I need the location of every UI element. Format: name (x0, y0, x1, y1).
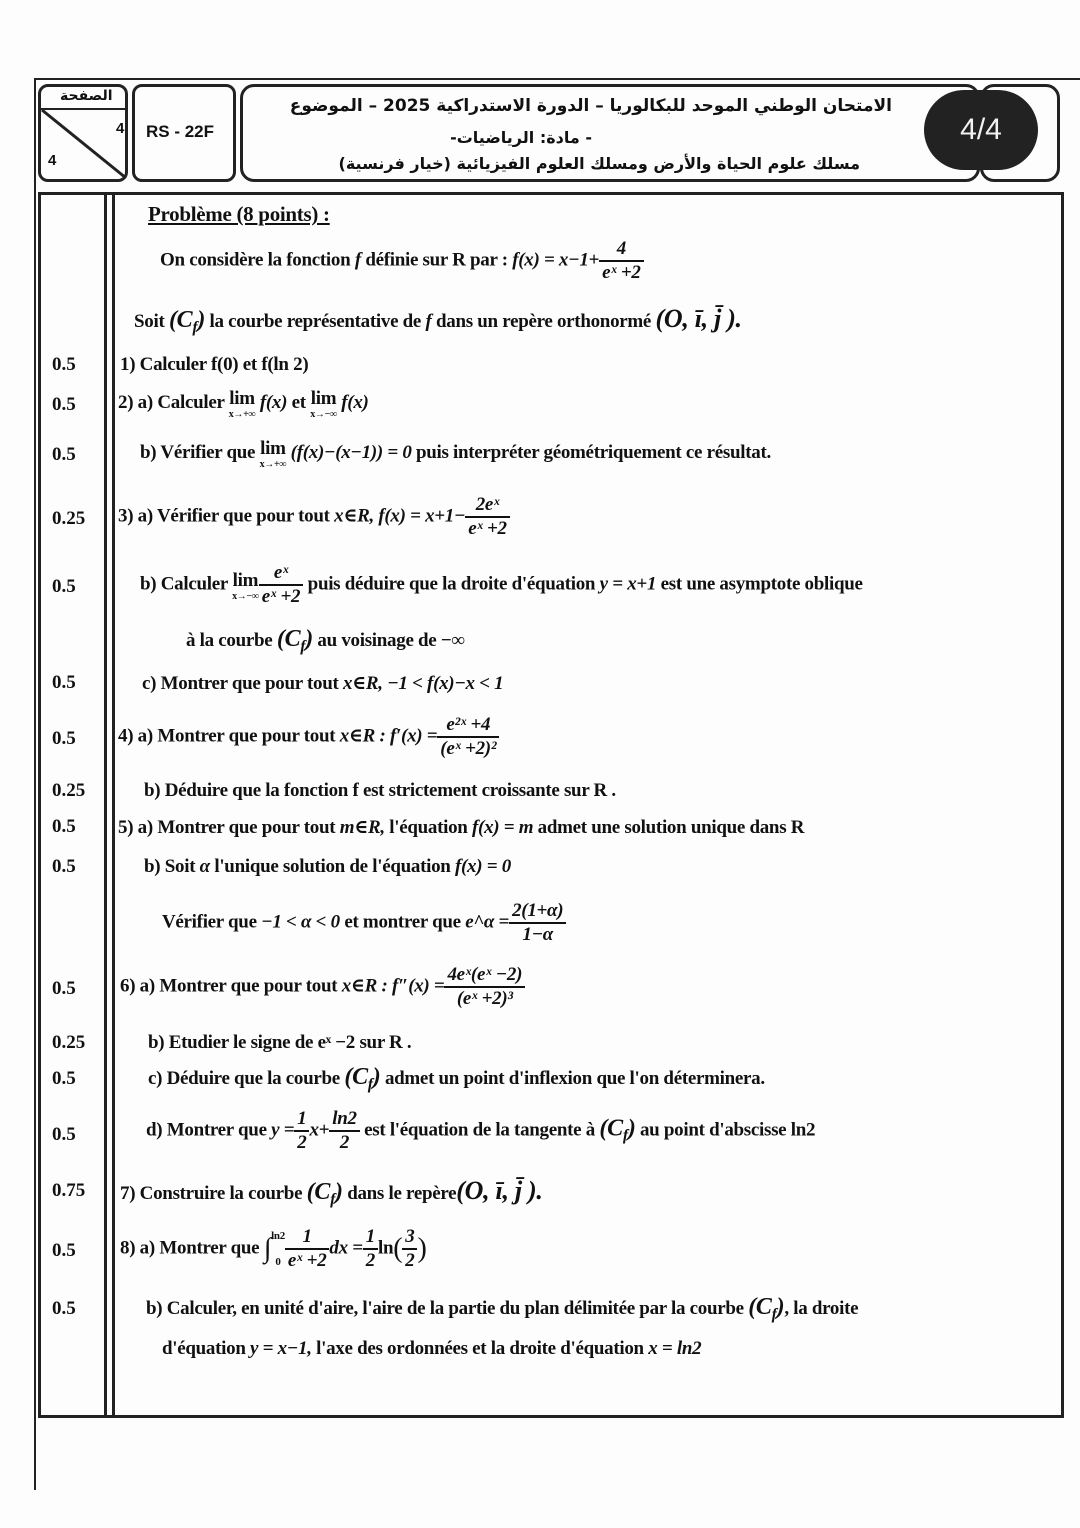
score-q3b: 0.5 (52, 576, 76, 597)
question-8a: 8) a) Montrer que ∫ ln2 0 $\frac{1}{\text{eˣ +2}}$ dx = $\frac{1}{2}$ ln( $\frac{3}{2}$ ) (120, 1226, 427, 1271)
score-q8b: 0.5 (52, 1298, 76, 1319)
exam-subject-line: - مادة: الرياضيات- (450, 128, 592, 147)
score-q6b: 0.25 (52, 1032, 86, 1053)
exam-stream-line: مسلك علوم الحياة والأرض ومسلك العلوم الفيزيائية (خيار فرنسية) (338, 154, 860, 173)
score-column-rule (104, 194, 107, 1416)
page-label: الصفحة (60, 88, 113, 104)
question-6d: d) Montrer que y = $\frac{1}{2}$ x+ $\frac{\ln 2}{2}$ est l'équation de la tangente à $(C_f)$ au point d'abscisse ln2 (146, 1108, 816, 1153)
question-1: 1) Calculer f(0) et f(ln 2) (120, 354, 309, 375)
score-q7: 0.75 (52, 1180, 86, 1201)
question-5b: b) Soit α l'unique solution de l'équation f(x) = 0 (144, 856, 511, 877)
question-2b: b) Vérifier que lim x→+∞ (f(x)−(x−1)) = 0 puis interpréter géométriquement ce résultat. (140, 438, 771, 470)
question-6b: b) Etudier le signe de eˣ −2 sur R . (148, 1032, 412, 1053)
question-4b: b) Déduire que la fonction f est strictement croissante sur R . (144, 780, 616, 801)
page-box-diagonal (40, 108, 128, 180)
score-q5a: 0.5 (52, 816, 76, 837)
question-8b: b) Calculer, en unité d'aire, l'aire de la partie du plan délimitée par la courbe $(C_f)$, la droite (146, 1294, 859, 1323)
question-7: 7) Construire la courbe $(C_f)$ dans le repère(O, ī, j̄ ). (120, 1176, 543, 1208)
exam-code: RS - 22F (146, 122, 215, 141)
score-q6c: 0.5 (52, 1068, 76, 1089)
question-3a: 3) a) Vérifier que pour tout x∈R, f(x) = x+1− $\frac{\text{2eˣ}}{\text{eˣ +2}}$ (118, 494, 510, 540)
score-q2a: 0.5 (52, 394, 76, 415)
intro-line-1: On considère la fonction f définie sur R par : f(x) = x−1+ $\frac{4}{\text{eˣ +2}}$ (160, 238, 644, 284)
question-2a: 2) a) Calculer lim x→+∞ f(x) et lim x→−∞ f(x) (118, 388, 369, 420)
score-q1: 0.5 (52, 354, 76, 375)
question-6c: c) Déduire que la courbe $(C_f)$ admet un point d'inflexion que l'on déterminera. (148, 1064, 765, 1093)
page-number: 4 (116, 120, 125, 137)
score-q5b: 0.5 (52, 856, 76, 877)
score-q4b: 0.25 (52, 780, 86, 801)
score-q6a: 0.5 (52, 978, 76, 999)
question-6a: 6) a) Montrer que pour tout x∈R : f″(x) = $\frac{\text{4eˣ(eˣ −2)}}{\text{(eˣ +2)³}}$ (120, 964, 525, 1010)
page-badge: 4/4 (924, 90, 1038, 170)
problem-title: Problème (8 points) : (148, 202, 330, 226)
exam-title-line1: الامتحان الوطني الموحد للبكالوريا – الدورة الاستدراكية 2025 – الموضوع (289, 96, 892, 116)
score-q8a: 0.5 (52, 1240, 76, 1261)
intro-line-2: Soit $(C_f)$ la courbe représentative de f dans un repère orthonormé (O, ī, j̄ ). (134, 304, 742, 336)
question-3c: c) Montrer que pour tout x∈R, −1 < f(x)−x < 1 (142, 673, 504, 694)
score-q4a: 0.5 (52, 728, 76, 749)
question-5b-cont: Vérifier que −1 < α < 0 et montrer que e^α = $\frac{2(1+\alpha)}{1-\alpha}$ (162, 900, 566, 946)
score-q3c: 0.5 (52, 672, 76, 693)
question-4a: 4) a) Montrer que pour tout x∈R : f′(x) = $\frac{\text{e²ˣ +4}}{\text{(eˣ +2)²}}$ (118, 714, 499, 760)
question-8b-cont: d'équation y = x−1, l'axe des ordonnées et la droite d'équation x = ln2 (162, 1338, 702, 1359)
score-column-rule-inner (112, 194, 115, 1416)
question-5a: 5) a) Montrer que pour tout m∈R, l'équation f(x) = m admet une solution unique dans R (118, 817, 805, 838)
question-3b: b) Calculer lim x→−∞ $\frac{\text{eˣ}}{\text{eˣ +2}}$ puis déduire que la droite d'équation y = x+1 est une asymptote oblique (140, 562, 863, 607)
score-q6d: 0.5 (52, 1124, 76, 1145)
score-q3a: 0.25 (52, 508, 86, 529)
question-3b-cont: à la courbe $(C_f)$ au voisinage de −∞ (186, 626, 465, 655)
score-q2b: 0.5 (52, 444, 76, 465)
page-total: 4 (48, 152, 57, 169)
